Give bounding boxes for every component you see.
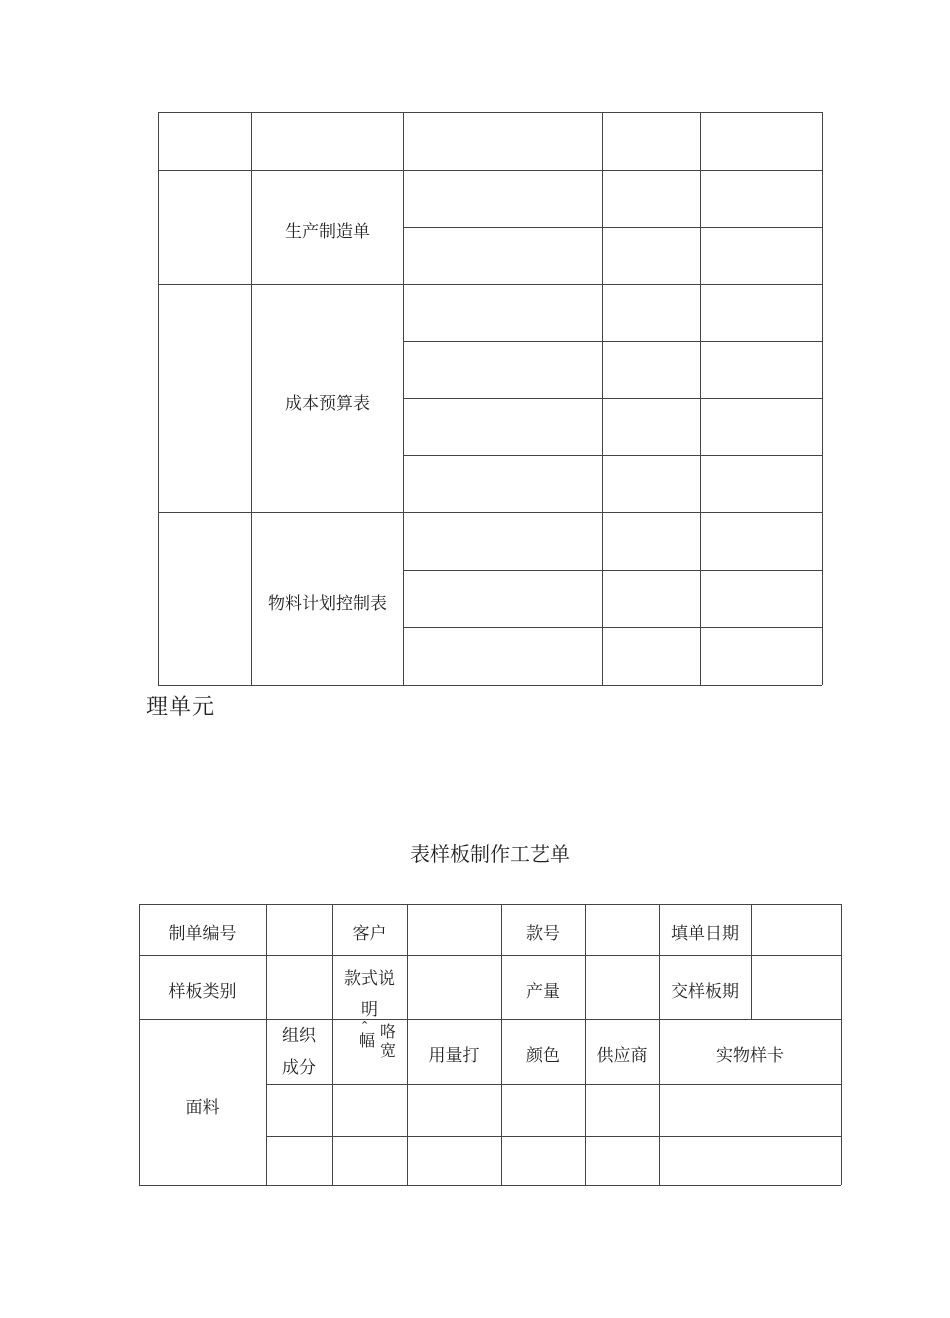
- table-row-label: 物料计划控制表: [268, 594, 387, 614]
- customer-label: 客户: [352, 924, 387, 944]
- style-number-label: 款号: [526, 924, 560, 944]
- table-divider: [266, 1084, 841, 1085]
- usage-label: 用量打: [428, 1046, 480, 1066]
- section-heading: 理单元: [146, 695, 216, 720]
- table-row-label: 成本预算表: [285, 394, 370, 414]
- width-label-part: 咯: [380, 1022, 397, 1041]
- fabric-label: 面料: [185, 1098, 220, 1118]
- caret-icon: ⌃: [360, 1019, 370, 1032]
- quantity-label: 产量: [526, 982, 560, 1002]
- order-number-label: 制单编号: [168, 924, 237, 944]
- table-divider: [139, 1019, 841, 1020]
- table-divider: [751, 904, 752, 1019]
- table-divider: [139, 955, 841, 956]
- table-divider: [266, 1136, 841, 1137]
- sample-type-label: 样板类别: [168, 982, 237, 1002]
- form-title: 表样板制作工艺单: [410, 842, 570, 866]
- color-label: 颜色: [526, 1046, 560, 1066]
- fill-date-label: 填单日期: [671, 924, 739, 944]
- style-description-label: 款式说: [344, 969, 395, 989]
- width-header: [332, 1019, 407, 1084]
- table-border: [841, 904, 842, 1185]
- composition-label: 组织: [282, 1026, 316, 1046]
- table-border: [139, 904, 841, 905]
- swatch-label: 实物样卡: [716, 1046, 784, 1066]
- style-description-label-cont: 明: [361, 1000, 378, 1020]
- table-border: [139, 1185, 841, 1186]
- composition-label-cont: 成分: [282, 1058, 316, 1078]
- supplier-label: 供应商: [596, 1046, 648, 1066]
- width-label-part: 宽: [380, 1041, 397, 1060]
- table-border: [139, 904, 140, 1185]
- sample-delivery-date-label: 交样板期: [671, 982, 739, 1002]
- width-label-part: 幅: [359, 1031, 376, 1050]
- table-row-label: 生产制造单: [285, 222, 370, 242]
